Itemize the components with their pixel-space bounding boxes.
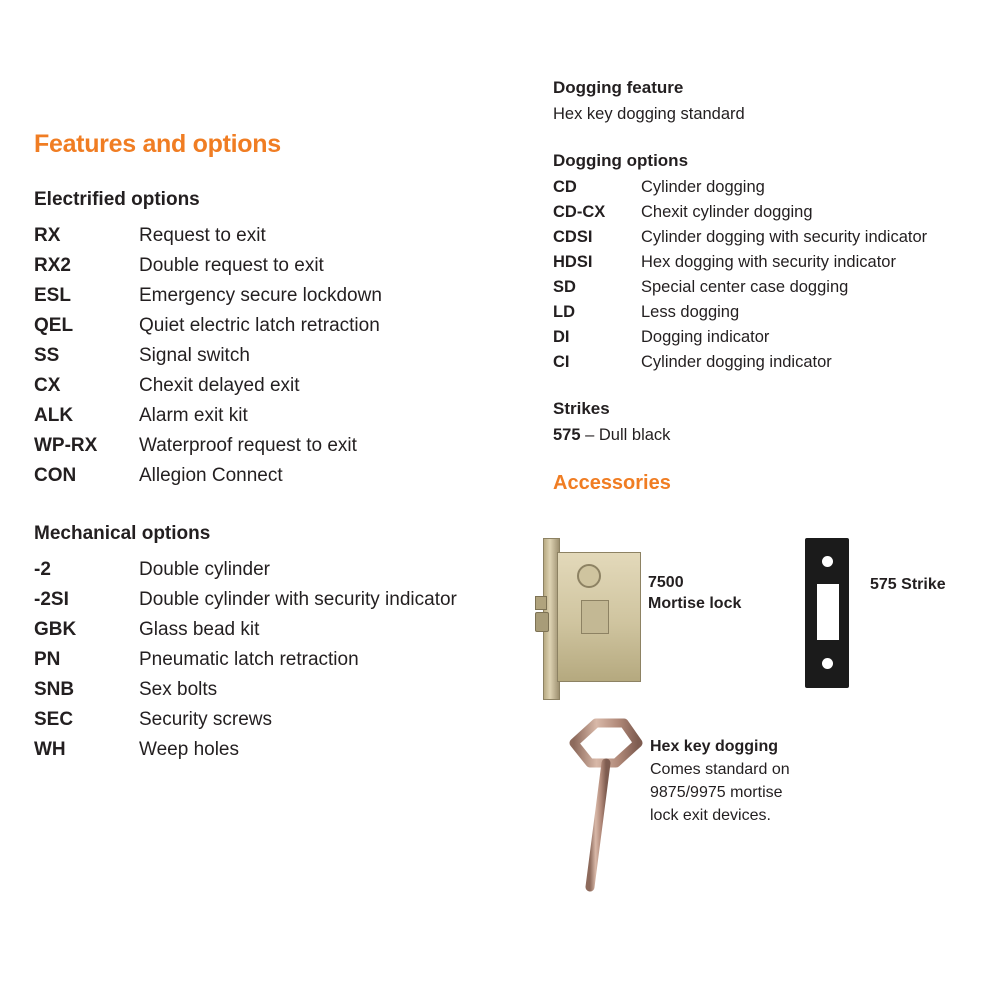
option-code: CX <box>34 375 61 396</box>
option-desc: Dogging indicator <box>641 328 770 346</box>
dogging-feature-block <box>553 78 993 127</box>
table-row <box>34 251 524 281</box>
option-desc: Waterproof request to exit <box>139 435 357 456</box>
electrified-options-block <box>34 189 524 491</box>
mortise-latchbolt <box>535 612 549 632</box>
option-desc: Request to exit <box>139 225 266 246</box>
option-code: -2 <box>34 559 51 580</box>
option-desc: Cylinder dogging <box>641 178 765 196</box>
dogging-feature-heading: Dogging feature <box>553 78 684 97</box>
table-row <box>34 675 524 705</box>
hex-key-note-line1: Comes standard on <box>650 761 790 778</box>
hex-key-note-line3: lock exit devices. <box>650 807 771 824</box>
features-and-options-column <box>34 130 524 789</box>
mortise-lock-label <box>648 572 741 614</box>
option-desc: Double cylinder <box>139 559 270 580</box>
table-row <box>34 585 524 615</box>
option-desc: Weep holes <box>139 739 239 760</box>
option-code: SD <box>553 278 576 296</box>
mortise-lock-image <box>535 538 645 698</box>
table-row <box>553 275 993 300</box>
strike-entry <box>553 423 993 448</box>
table-row <box>34 461 524 491</box>
option-code: WP-RX <box>34 435 98 456</box>
electrified-options-table <box>34 221 524 491</box>
table-row <box>34 705 524 735</box>
option-code: RX <box>34 225 61 246</box>
table-row <box>34 615 524 645</box>
table-row <box>34 555 524 585</box>
option-desc: Cylinder dogging indicator <box>641 353 832 371</box>
option-code: ALK <box>34 405 74 426</box>
option-desc: Double cylinder with security indicator <box>139 589 457 610</box>
option-code: -2SI <box>34 589 69 610</box>
table-row <box>553 175 993 200</box>
strikes-block <box>553 399 993 448</box>
option-desc: Chexit cylinder dogging <box>641 203 813 221</box>
mortise-slot <box>581 600 609 634</box>
mechanical-options-table <box>34 555 524 765</box>
option-desc: Less dogging <box>641 303 740 321</box>
mechanical-options-block <box>34 523 524 765</box>
option-desc: Chexit delayed exit <box>139 375 300 396</box>
option-code: GBK <box>34 619 77 640</box>
option-code: CD <box>553 178 577 196</box>
table-row <box>34 311 524 341</box>
option-desc: Double request to exit <box>139 255 324 276</box>
option-desc: Signal switch <box>139 345 250 366</box>
strike-desc: – Dull black <box>585 426 671 444</box>
option-code: CON <box>34 465 77 486</box>
hex-key-note-line2: 9875/9975 mortise <box>650 784 783 801</box>
option-code: SNB <box>34 679 75 700</box>
table-row <box>34 735 524 765</box>
option-code: SEC <box>34 709 74 730</box>
electrified-options-heading: Electrified options <box>34 189 200 210</box>
dogging-options-table <box>553 175 993 375</box>
option-code: HDSI <box>553 253 593 271</box>
strike-code: 575 <box>553 426 581 444</box>
strikes-heading: Strikes <box>553 399 610 418</box>
table-row <box>34 371 524 401</box>
dogging-and-strikes-column <box>553 78 993 509</box>
mortise-deadbolt <box>535 596 547 610</box>
mortise-lock-label-line2: Mortise lock <box>648 595 742 612</box>
option-desc: Hex dogging with security indicator <box>641 253 896 271</box>
strike-image <box>805 538 855 688</box>
accessories-heading: Accessories <box>553 472 671 494</box>
strike-label: 575 Strike <box>870 576 946 593</box>
mechanical-options-heading: Mechanical options <box>34 523 211 544</box>
option-code: DI <box>553 328 570 346</box>
dogging-feature-text: Hex key dogging standard <box>553 105 745 123</box>
table-row <box>553 225 993 250</box>
table-row <box>553 325 993 350</box>
option-desc: Special center case dogging <box>641 278 849 296</box>
table-row <box>553 200 993 225</box>
option-desc: Cylinder dogging with security indicator <box>641 228 928 246</box>
table-row <box>34 221 524 251</box>
option-desc: Sex bolts <box>139 679 218 700</box>
option-code: WH <box>34 739 66 760</box>
option-code: SS <box>34 345 60 366</box>
table-row <box>34 401 524 431</box>
option-desc: Quiet electric latch retraction <box>139 315 380 336</box>
option-code: CD-CX <box>553 203 606 221</box>
option-code: ESL <box>34 285 71 306</box>
dogging-options-heading: Dogging options <box>553 151 689 170</box>
option-desc: Allegion Connect <box>139 465 283 486</box>
table-row <box>553 300 993 325</box>
option-code: RX2 <box>34 255 71 276</box>
strike-screw-hole-bottom <box>822 658 833 669</box>
option-code: CI <box>553 353 570 371</box>
table-row <box>553 250 993 275</box>
option-desc: Alarm exit kit <box>139 405 248 426</box>
option-desc: Emergency secure lockdown <box>139 285 382 306</box>
mortise-cylinder-hole <box>577 564 601 588</box>
table-row <box>34 281 524 311</box>
dogging-options-block <box>553 151 993 375</box>
strike-screw-hole-top <box>822 556 833 567</box>
table-row <box>34 431 524 461</box>
option-code: LD <box>553 303 575 321</box>
page-title: Features and options <box>34 130 281 158</box>
strike-cutout <box>817 584 839 640</box>
hex-key-dogging-note <box>650 735 910 827</box>
hex-key-note-title: Hex key dogging <box>650 738 779 755</box>
option-desc: Security screws <box>139 709 273 730</box>
option-desc: Pneumatic latch retraction <box>139 649 359 670</box>
accessories-artwork-area <box>530 530 1000 930</box>
table-row <box>34 645 524 675</box>
mortise-lock-label-line1: 7500 <box>648 574 684 591</box>
option-code: QEL <box>34 315 74 336</box>
option-desc: Glass bead kit <box>139 619 260 640</box>
table-row <box>34 341 524 371</box>
option-code: CDSI <box>553 228 593 246</box>
option-code: PN <box>34 649 61 670</box>
table-row <box>553 350 993 375</box>
